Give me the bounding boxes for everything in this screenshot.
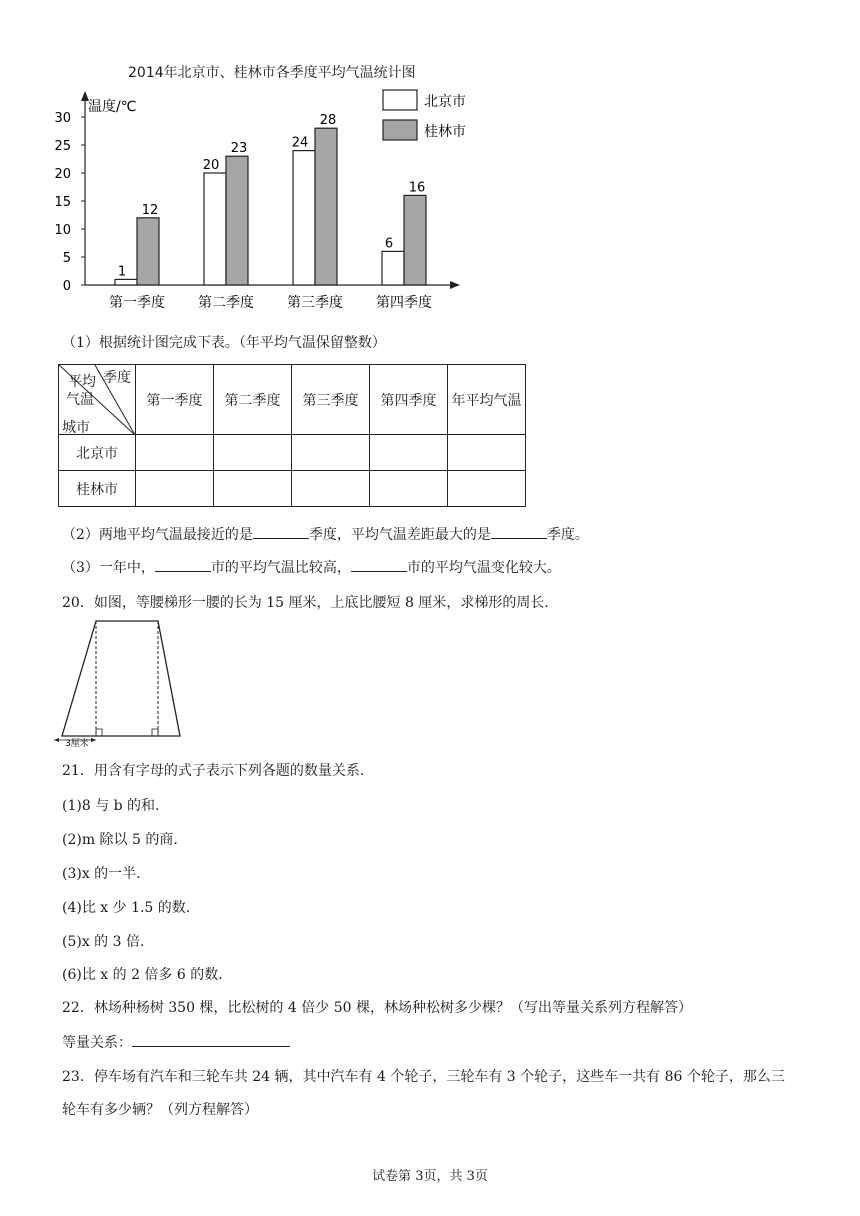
q21-item: (2)m 除以 5 的商. xyxy=(62,832,178,848)
bar xyxy=(115,279,137,285)
legend-swatch xyxy=(383,90,417,110)
data-label: 12 xyxy=(141,202,159,218)
bar xyxy=(137,218,159,285)
header-cell: 第二季度 xyxy=(214,365,292,435)
x-tick-label: 第一季度 xyxy=(109,295,165,311)
q21-item: (6)比 x 的 2 倍多 6 的数. xyxy=(62,967,223,983)
x-tick-label: 第二季度 xyxy=(198,295,254,311)
data-label: 24 xyxy=(291,135,309,151)
q19-part3-text: 市的平均气温变化较大。 xyxy=(406,560,561,576)
x-axis-arrow xyxy=(450,281,460,289)
q22-relation xyxy=(62,1032,290,1052)
answer-blank[interactable] xyxy=(132,1032,290,1047)
page-footer: 试卷第 3页，共 3页 xyxy=(372,1169,488,1184)
answer-blank[interactable] xyxy=(491,524,547,539)
answer-cell[interactable] xyxy=(370,471,448,507)
y-tick-label: 25 xyxy=(54,139,71,154)
header-cell: 第三季度 xyxy=(292,365,370,435)
q21-item: (1)8 与 b 的和. xyxy=(62,798,160,814)
q23-line2: 轮车有多少辆？（列方程解答） xyxy=(62,1102,258,1118)
data-label: 20 xyxy=(202,158,220,173)
bar xyxy=(293,151,315,285)
diagonal-header-cell xyxy=(59,365,136,435)
q19-part1: （1）根据统计图完成下表。（年平均气温保留整数） xyxy=(62,335,386,351)
diag-label-b: 气温 xyxy=(66,392,94,408)
answer-blank[interactable] xyxy=(155,557,211,572)
q20-text: 20．如图，等腰梯形一腰的长为 15 厘米，上底比腰短 8 厘米，求梯形的周长. xyxy=(62,595,549,611)
answer-cell[interactable] xyxy=(136,471,214,507)
answer-cell[interactable] xyxy=(370,435,448,471)
y-tick-label: 5 xyxy=(62,251,71,266)
answer-blank[interactable] xyxy=(351,557,407,572)
bar xyxy=(204,173,226,285)
answer-table xyxy=(58,364,526,507)
q19-part2-text: 季度，平均气温差距最大的是 xyxy=(308,527,491,543)
answer-cell[interactable] xyxy=(448,435,526,471)
chart-title: 2014年北京市、桂林市各季度平均气温统计图 xyxy=(128,65,416,81)
answer-cell[interactable] xyxy=(292,471,370,507)
bar-chart xyxy=(40,82,480,318)
answer-cell[interactable] xyxy=(214,435,292,471)
q22-text: 22．林场种杨树 350 棵，比松树的 4 倍少 50 棵，林场种松树多少棵？（写出等量关系列方程解答） xyxy=(62,1000,692,1016)
row-label: 北京市 xyxy=(59,435,136,471)
y-tick-label: 30 xyxy=(54,111,71,126)
x-tick-label: 第三季度 xyxy=(287,295,343,311)
legend-label: 桂林市 xyxy=(424,124,466,140)
bar xyxy=(315,128,337,285)
q19-part3 xyxy=(62,557,561,577)
header-cell: 第一季度 xyxy=(136,365,214,435)
q21-item: (3)x 的一半. xyxy=(62,866,141,882)
figure-label: 3厘米 xyxy=(65,739,89,748)
q19-part3-text: （3）一年中， xyxy=(62,560,155,576)
bar xyxy=(382,251,404,285)
answer-cell[interactable] xyxy=(448,471,526,507)
y-tick-label: 20 xyxy=(54,167,71,182)
legend-label: 北京市 xyxy=(424,94,466,110)
row-label: 桂林市 xyxy=(59,471,136,507)
header-cell: 年平均气温 xyxy=(448,365,526,435)
q19-part2 xyxy=(62,524,589,544)
q19-part2-text: （2）两地平均气温最接近的是 xyxy=(62,527,253,543)
answer-cell[interactable] xyxy=(136,435,214,471)
q19-part3-text: 市的平均气温比较高， xyxy=(210,560,351,576)
data-label: 23 xyxy=(230,141,248,157)
y-tick-label: 0 xyxy=(62,279,71,294)
y-tick-label: 10 xyxy=(54,223,71,238)
trapezoid-figure xyxy=(52,618,182,748)
diag-label-a: 平均 xyxy=(68,374,96,390)
answer-blank[interactable] xyxy=(253,524,309,539)
data-label: 6 xyxy=(384,236,394,252)
relation-label: 等量关系： xyxy=(62,1035,132,1051)
diag-label-season: 季度 xyxy=(103,370,131,386)
bar xyxy=(404,195,426,285)
y-tick-label: 15 xyxy=(54,195,71,210)
diag-label-city: 城市 xyxy=(62,420,90,436)
q19-part2-text: 季度。 xyxy=(546,527,589,543)
bar xyxy=(226,156,248,285)
q21-text: 21．用含有字母的式子表示下列各题的数量关系. xyxy=(62,763,365,779)
y-axis-label: 温度/℃ xyxy=(88,99,137,115)
x-tick-label: 第四季度 xyxy=(376,295,432,311)
q21-item: (4)比 x 少 1.5 的数. xyxy=(62,900,191,916)
data-label: 1 xyxy=(117,264,127,280)
data-label: 16 xyxy=(408,180,426,196)
data-label: 28 xyxy=(319,113,337,129)
legend-swatch xyxy=(383,120,417,140)
header-cell: 第四季度 xyxy=(370,365,448,435)
answer-cell[interactable] xyxy=(214,471,292,507)
answer-cell[interactable] xyxy=(292,435,370,471)
q23-line1: 23．停车场有汽车和三轮车共 24 辆，其中汽车有 4 个轮子，三轮车有 3 个轮子，这些车一共有 86 个轮子，那么三 xyxy=(62,1069,785,1085)
q21-item: (5)x 的 3 倍. xyxy=(62,934,145,950)
